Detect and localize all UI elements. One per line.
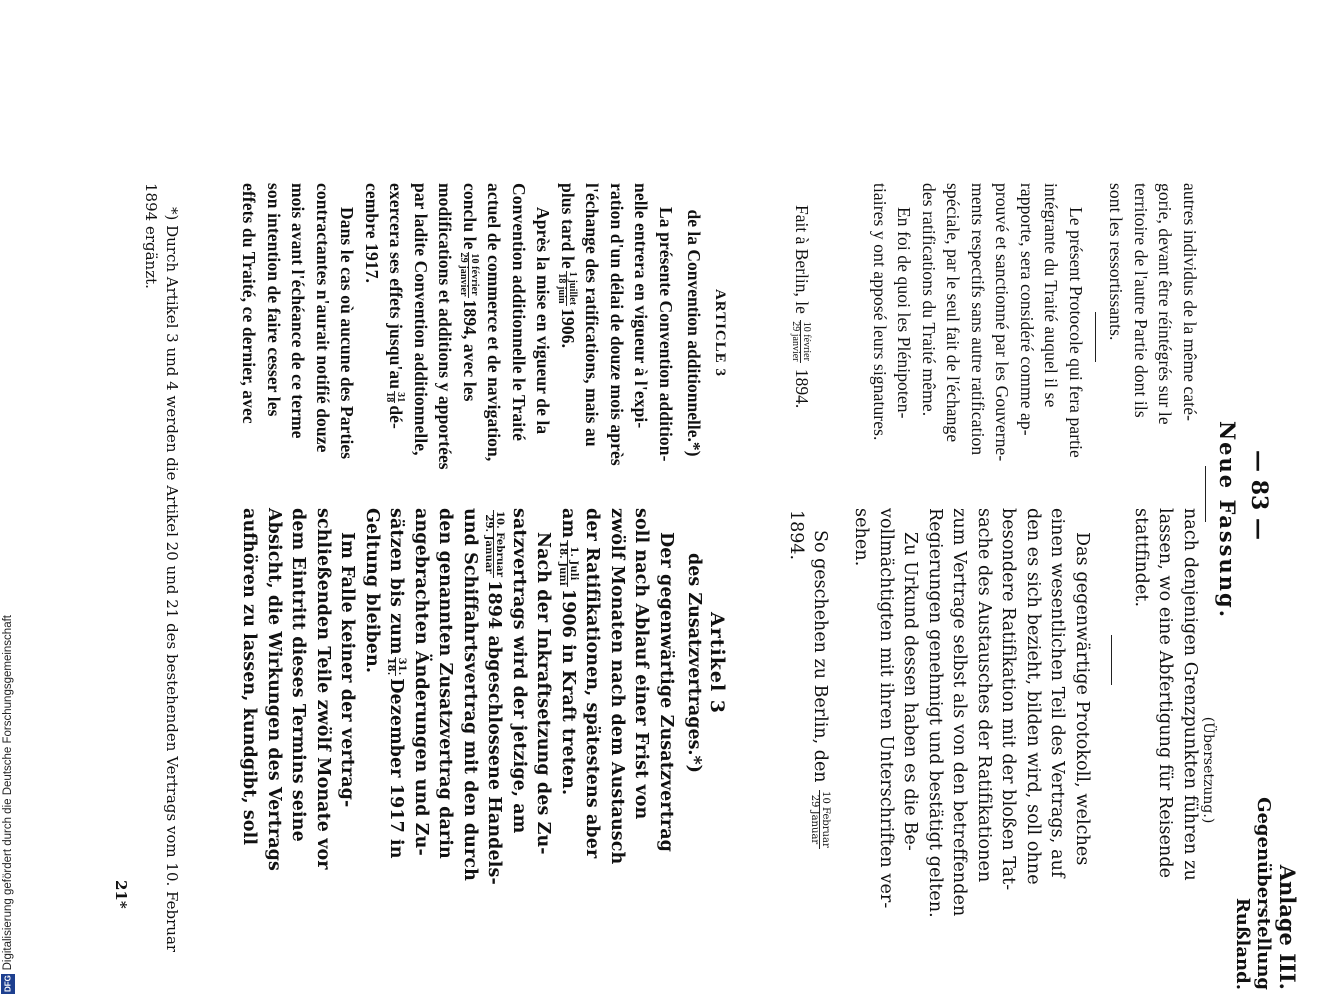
text-line: contractantes n'aurait notifié douze <box>313 183 333 453</box>
divider <box>1095 312 1096 362</box>
footnote <box>140 183 182 953</box>
text-line: ration d'un délai de douze mois après <box>607 183 627 466</box>
fraction-denominator: 29 janvier <box>457 252 469 297</box>
text-line: Convention additionnelle le Traité <box>509 183 529 441</box>
fraction-numerator: 10 février <box>468 253 480 296</box>
text-line: Le présent Protocole qui fera partie <box>1066 207 1086 458</box>
text-fragment: 1894 abgeschlossene Handels- <box>484 580 505 885</box>
text-line: Dans le cas où aucune des Parties <box>337 207 358 460</box>
german-article-title: Artikel 3 <box>706 611 728 715</box>
signature-mark: 21* <box>112 880 130 909</box>
text-line: son intention de faire cesser les <box>264 183 284 417</box>
text-line: Après la mise en vigueur de la <box>533 207 554 435</box>
text-line: sache des Austausches der Ratifikationen <box>974 508 994 883</box>
date-year: 1894. <box>792 368 812 409</box>
date-fraction <box>557 540 578 587</box>
translation-label: (Übersetzung.) <box>1200 716 1216 824</box>
german-article-body <box>237 508 678 885</box>
french-protocol-block <box>868 183 1089 483</box>
fraction-numerator: 1 juillet <box>566 271 578 306</box>
text-line: nach denjenigen Grenzpunkten führen zu <box>1180 508 1200 881</box>
text-line: zwölf Monaten nach dem Austausch <box>607 508 627 865</box>
text-line: zum Vertrage selbst als von den betreffenden <box>949 508 970 917</box>
german-date-year: 1894. <box>786 510 806 561</box>
date-fraction <box>386 657 407 677</box>
french-article-subtitle: de la Convention additionnelle.*) <box>684 209 704 457</box>
fraction-numerator: 10. Februar <box>494 511 506 578</box>
page-number: — 83 — <box>1246 450 1272 540</box>
text-line: sont les ressortissants. <box>1106 183 1127 341</box>
text-line: intégrante du Traité auquel il se <box>1041 183 1062 408</box>
text-line: territoire de l'autre Partie dont ils <box>1131 183 1151 418</box>
date-fraction <box>790 320 811 362</box>
text-line: Zu Urkund dessen haben es die Be- <box>900 532 921 851</box>
text-line: des ratifications du Traité même. <box>919 183 939 417</box>
text-line <box>458 183 483 483</box>
fraction-numerator: 10 février <box>800 321 812 361</box>
text-line: schließenden Teile zwölf Monate vor <box>313 508 333 870</box>
german-column <box>1129 508 1203 881</box>
date-fraction <box>484 510 505 578</box>
text-fragment: conclu le <box>460 183 480 250</box>
text-line: La présente Convention addition- <box>656 207 676 462</box>
text-fragment: 1906. <box>558 308 578 349</box>
date-fraction <box>458 252 479 298</box>
text-line: tiaires y ont apposé leurs signatures. <box>870 183 890 441</box>
text-fragment: plus tard le <box>558 183 578 269</box>
text-line: modifications et additions y apportées <box>435 183 456 470</box>
date-text: So geschehen zu Berlin, den <box>810 530 830 783</box>
fraction-denominator: 29 Januar <box>809 794 820 845</box>
fraction-numerator: 31. <box>396 657 408 676</box>
text-line: den genannten Zusatzvertrag darin <box>435 508 456 859</box>
text-line: prouvé et sanctionné par les Gouverne- <box>992 183 1013 462</box>
fraction-denominator: 29. Januar <box>483 514 495 574</box>
annex-title: Anlage III. <box>1275 864 1300 990</box>
date-text: Fait à Berlin, le <box>792 205 812 314</box>
text-line: besondere Ratifikation mit der bloßen Tat- <box>998 508 1019 891</box>
date-fraction <box>556 271 577 306</box>
fraction-denominator: 18. <box>385 657 397 676</box>
text-line: dem Eintritt dieses Termins seine <box>288 508 309 842</box>
text-line: autres individus de la même caté- <box>1180 183 1200 422</box>
text-line: aufhören zu lassen, kundgibt, soll <box>239 508 260 846</box>
text-line: Regierungen genehmigt und bestätigt gelten. <box>925 508 945 918</box>
text-fragment: exercera ses effets jusqu'au <box>386 183 407 390</box>
text-line: effets du Traité, ce dernier, avec <box>239 183 260 424</box>
german-protocol-block <box>849 508 1094 918</box>
text-line: lassen, wo eine Abfertigung für Reisende <box>1155 508 1176 879</box>
fraction-denominator: 18 <box>384 392 396 403</box>
text-line: der Ratifikationen, spätestens aber <box>582 508 603 859</box>
fraction-numerator: 31 <box>395 392 407 403</box>
text-line: ments respectifs sans autre ratification <box>968 183 988 456</box>
text-line: mois avant l'échéance de ce terme <box>288 183 309 439</box>
text-fragment: 1894, avec les <box>460 299 480 402</box>
annex-subtitle: Gegenüberstellung Rußland. <box>1232 797 1274 990</box>
french-column <box>1104 183 1202 458</box>
fraction-numerator: 1. Juli <box>567 540 578 587</box>
text-line: En foi de quoi les Plénipoten- <box>894 207 915 419</box>
text-line: spéciale, par le seul fait de l'échange <box>943 183 964 443</box>
text-line: soll nach Ablauf einer Frist von <box>631 508 652 820</box>
text-line <box>384 183 409 483</box>
text-fragment: am <box>558 508 578 539</box>
text-fragment: dé- <box>386 405 407 429</box>
fraction-numerator: 10 Februar <box>820 791 831 848</box>
divider <box>1111 635 1112 685</box>
text-line: Geltung bleiben. <box>362 508 382 674</box>
text-line: par ladite Convention additionnelle, <box>411 183 431 456</box>
footnote-line: *) Durch Artikel 3 und 4 werden die Artikel 20 und 21 des bestehenden Vertrags vom 10. Februar <box>163 207 181 953</box>
text-line: einen wesentlichen Teil des Vertrags, auf <box>1047 508 1068 878</box>
text-line: actuel de commerce et de navigation, <box>484 183 505 462</box>
text-fragment: sätzen bis zum <box>386 508 407 655</box>
text-line: nelle entrera en vigueur à l'expi- <box>631 183 652 429</box>
date-fraction <box>384 391 405 403</box>
text-line: cembre 1917. <box>362 183 382 284</box>
text-line: Absicht, die Wirkungen des Vertrags <box>264 508 284 871</box>
new-version-heading: Neue Fassung. <box>1215 420 1240 620</box>
french-article-title: ARTICLE 3 <box>712 288 728 378</box>
footnote-line: 1894 ergänzt. <box>142 183 160 289</box>
text-fragment: 1906 in Kraft treten. <box>558 588 578 796</box>
text-line <box>556 183 581 483</box>
text-line: Das gegenwärtige Protokoll, welches <box>1072 532 1092 866</box>
text-line: den es sich bezieht, bilden wird, soll ohne <box>1023 508 1043 885</box>
german-date-line <box>808 530 832 848</box>
text-line: rapporte, sera considéré comme ap- <box>1017 183 1037 436</box>
divider <box>1205 466 1206 522</box>
text-line: gorie, devant être réintégrés sur le <box>1155 183 1176 425</box>
text-line: sehen. <box>851 508 872 567</box>
text-line: vollmächtigten mit ihren Unterschriften ver- <box>876 508 896 909</box>
credit-text: Digitalisierung gefördert durch die Deutsche Forschungsgemeinschaft <box>2 614 14 970</box>
fraction-denominator: 18 juin <box>555 273 567 304</box>
german-article-subtitle: des Zusatzvertrages.*) <box>684 553 704 773</box>
text-line: und Schiffahrtsvertrag mit den durch <box>460 508 480 881</box>
text-line: stattfindet. <box>1131 508 1151 608</box>
text-line: Im Falle keiner der vertrag- <box>337 532 358 808</box>
fraction-denominator: 29 janvier <box>789 321 801 362</box>
dfg-logo: DFG <box>1 974 15 994</box>
fraction-denominator: 18. Juni <box>557 541 568 586</box>
french-date-line <box>790 205 814 485</box>
date-fraction <box>809 790 830 849</box>
text-line <box>384 508 409 859</box>
text-line: l'échange des ratifications, mais au <box>582 183 603 447</box>
text-line: satzvertrags wird der jetzige, am <box>509 508 529 834</box>
text-line <box>556 508 581 818</box>
text-line: angebrachten Änderungen und Zu- <box>411 508 431 856</box>
french-article-body <box>237 183 678 483</box>
text-fragment: Dezember 1917 in <box>386 678 407 859</box>
text-line <box>482 508 507 885</box>
text-line: Nach der Inkraftsetzung des Zu- <box>533 532 554 855</box>
french-paragraph <box>1104 183 1202 458</box>
digitization-credit <box>0 0 26 1000</box>
text-line: Der gegenwärtige Zusatzvertrag <box>656 532 676 853</box>
